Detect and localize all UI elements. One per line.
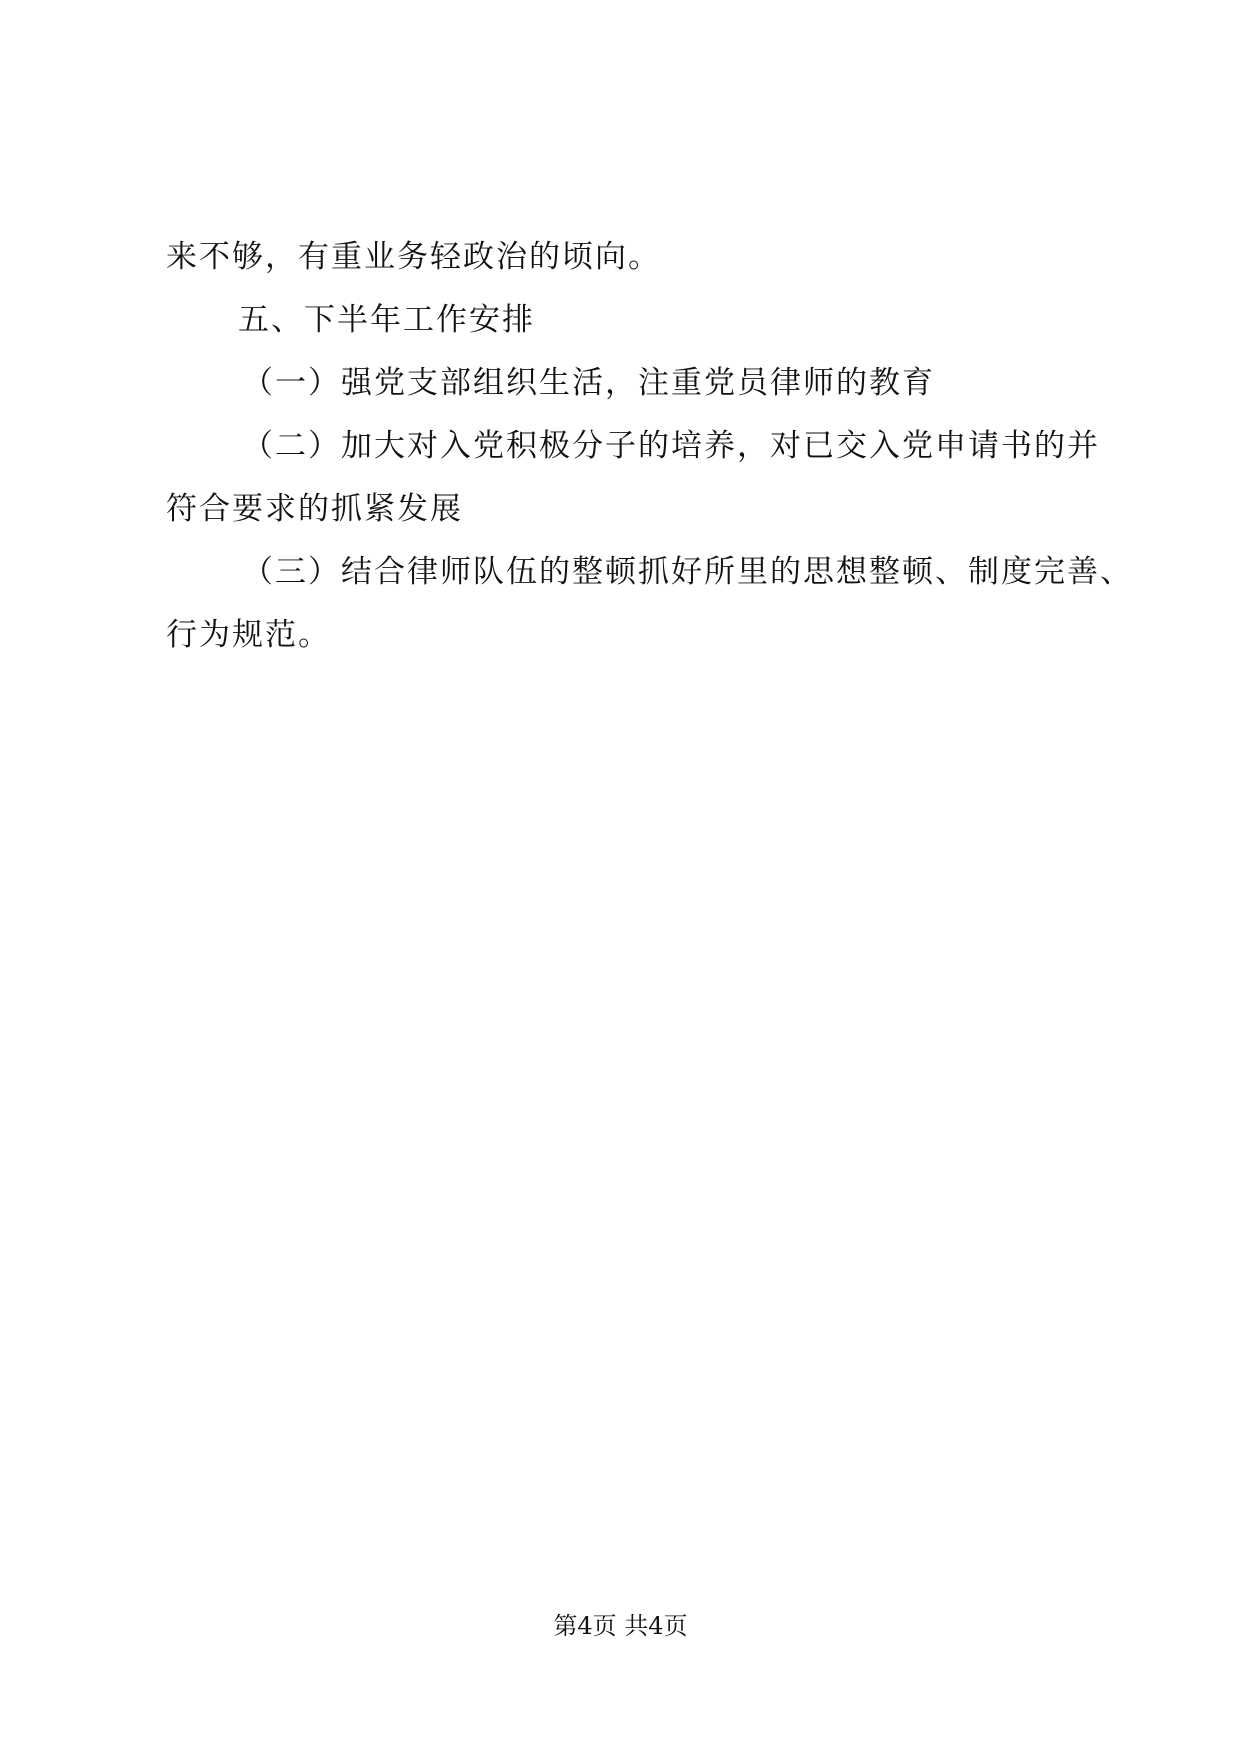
list-item-3-line-2: 行为规范。 [166, 617, 331, 653]
list-item-2-line-2: 符合要求的抓紧发展 [166, 491, 463, 527]
list-item-2-line-1: （二）加大对入党积极分子的培养，对已交入党申请书的并 [242, 428, 1100, 464]
paragraph-continuation-line: 来不够，有重业务轻政治的顷向。 [166, 239, 661, 275]
document-body [166, 226, 1133, 667]
page-number-footer: 第4页 共4页 [553, 1612, 688, 1640]
section-heading: 五、下半年工作安排 [238, 302, 535, 338]
list-item-1: （一）强党支部组织生活，注重党员律师的教育 [242, 365, 935, 401]
list-item-3-line-1: （三）结合律师队伍的整顿抓好所里的思想整顿、制度完善、 [242, 554, 1133, 590]
